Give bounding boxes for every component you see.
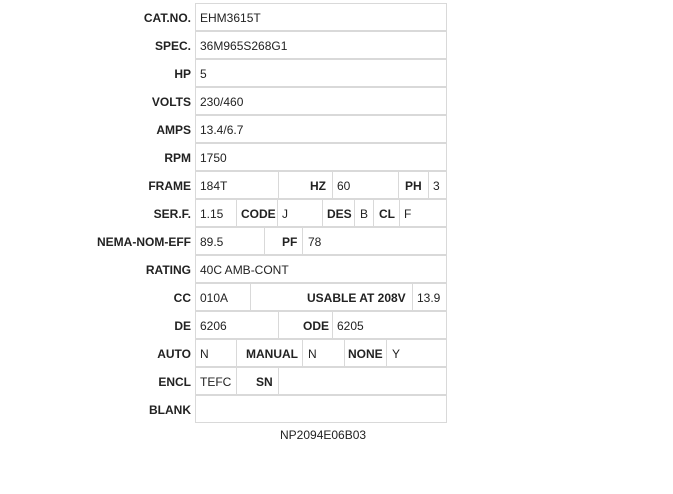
des-value: B (360, 207, 369, 221)
auto-label: AUTO (157, 347, 191, 361)
manual-divider (302, 339, 303, 367)
des-label: DES (327, 207, 352, 221)
hz-value: 60 (337, 179, 351, 193)
ser-f-divider (236, 199, 237, 227)
encl-divider (236, 367, 237, 395)
none-label: NONE (348, 347, 383, 361)
none-divider (386, 339, 387, 367)
ode-label: ODE (303, 319, 330, 333)
spec-label: SPEC. (154, 39, 191, 53)
rating-label: RATING (145, 263, 191, 277)
sn-label: SN (256, 375, 273, 389)
blank-cell (195, 395, 447, 423)
ph-value: 3 (433, 179, 440, 193)
hp-label: HP (174, 67, 191, 81)
usable-divider (412, 283, 413, 311)
ode-divider (332, 311, 333, 339)
encl-row-cell (195, 367, 447, 395)
code-divider (277, 199, 278, 227)
ph-divider (428, 171, 429, 199)
pf-label: PF (282, 235, 298, 249)
hz-value-divider (398, 171, 399, 199)
nema-nom-eff-label: NEMA-NOM-EFF (97, 235, 191, 249)
hp-cell (195, 59, 447, 87)
usable-at-208v-value: 13.9 (417, 291, 441, 305)
amps-label: AMPS (156, 123, 191, 137)
nema-nom-eff-value: 89.5 (200, 235, 224, 249)
volts-value: 230/460 (200, 95, 244, 109)
cat-no-cell (195, 3, 447, 31)
rpm-cell (195, 143, 447, 171)
cl-label: CL (379, 207, 395, 221)
cc-row-cell (195, 283, 447, 311)
code-value-divider (322, 199, 323, 227)
nameplate-number: NP2094E06B03 (280, 428, 367, 442)
code-label: CODE (241, 207, 276, 221)
encl-label: ENCL (158, 375, 191, 389)
rating-value: 40C AMB-CONT (200, 263, 289, 277)
rpm-value: 1750 (200, 151, 227, 165)
frame-divider (278, 171, 279, 199)
hz-label: HZ (310, 179, 326, 193)
de-divider (278, 311, 279, 339)
des-divider (354, 199, 355, 227)
frame-row-cell (195, 171, 447, 199)
hz-divider (332, 171, 333, 199)
hp-value: 5 (200, 67, 207, 81)
des-value-divider (373, 199, 374, 227)
cc-value: 010A (200, 291, 229, 305)
de-row-cell (195, 311, 447, 339)
nema-row-cell (195, 227, 447, 255)
rating-cell (195, 255, 447, 283)
volts-cell (195, 87, 447, 115)
amps-cell (195, 115, 447, 143)
ser-f-label: SER.F. (153, 207, 191, 221)
spec-cell (195, 31, 447, 59)
nema-divider (264, 227, 265, 255)
auto-divider (236, 339, 237, 367)
auto-value: N (200, 347, 209, 361)
manual-label: MANUAL (246, 347, 298, 361)
pf-divider (302, 227, 303, 255)
amps-value: 13.4/6.7 (200, 123, 244, 137)
sn-divider (278, 367, 279, 395)
auto-row-cell (195, 339, 447, 367)
usable-at-208v-label: USABLE AT 208V (307, 291, 406, 305)
frame-label: FRAME (148, 179, 191, 193)
blank-label: BLANK (149, 403, 191, 417)
de-label: DE (174, 319, 191, 333)
cc-label: CC (173, 291, 191, 305)
ser-f-row-cell (195, 199, 447, 227)
none-value: Y (392, 347, 401, 361)
ph-label: PH (405, 179, 422, 193)
ser-f-value: 1.15 (200, 207, 224, 221)
cl-divider (399, 199, 400, 227)
cat-no-label: CAT.NO. (143, 11, 191, 25)
rpm-label: RPM (164, 151, 191, 165)
volts-label: VOLTS (151, 95, 191, 109)
code-value: J (282, 207, 288, 221)
de-value: 6206 (200, 319, 227, 333)
frame-value: 184T (200, 179, 228, 193)
manual-value-divider (344, 339, 345, 367)
cl-value: F (404, 207, 412, 221)
cat-no-value: EHM3615T (200, 11, 261, 25)
encl-value: TEFC (200, 375, 232, 389)
pf-value: 78 (308, 235, 322, 249)
manual-value: N (308, 347, 317, 361)
ode-value: 6205 (337, 319, 364, 333)
spec-value: 36M965S268G1 (200, 39, 288, 53)
cc-divider (250, 283, 251, 311)
